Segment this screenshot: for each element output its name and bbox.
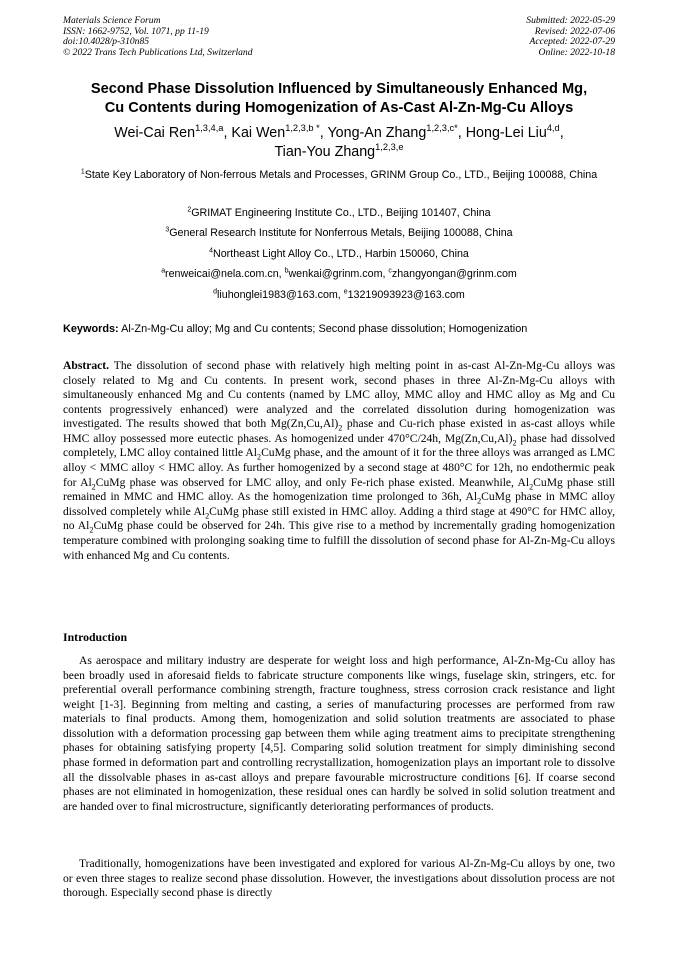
abstract-text: CuMg phase, and the amount of it for the three alloys was arranged as LMC alloy < MMC alloy < HMC alloy. As further homogenized by a second stage at 480°C for 12h, no endothermic peak for Al <box>63 446 615 489</box>
affiliation-4 <box>63 247 615 261</box>
email-link[interactable]: liuhonglei1983@163.com, <box>217 289 344 301</box>
subscript: 2 <box>338 423 343 433</box>
author-name: Kai Wen <box>231 125 286 141</box>
subscript: 2 <box>512 438 517 448</box>
subscript: 2 <box>91 481 96 491</box>
abstract-text: CuMg phase still existed in HMC alloy. Adding a third stage at 490°C for HMC alloy, no Al <box>63 504 615 533</box>
email-link[interactable]: renweicai@nela.com.cn, <box>165 268 285 280</box>
author-affil-sup: 1,2,3,c* <box>426 123 458 134</box>
email-line-2 <box>63 288 615 302</box>
abstract-label: Abstract. <box>63 359 110 372</box>
author-affil-sup: 1,3,4,a <box>195 123 224 134</box>
affiliation-text: GRIMAT Engineering Institute Co., LTD., Beijing 101407, China <box>191 207 491 219</box>
abstract-text: CuMg phase in MMC alloy dissolved completely while Al <box>63 490 615 518</box>
affiliation-1 <box>63 168 615 182</box>
keywords-text: Al-Zn-Mg-Cu alloy; Mg and Cu contents; Second phase dissolution; Homogenization <box>121 323 528 335</box>
subscript: 2 <box>257 452 262 462</box>
abstract-text: The dissolution of second phase with relatively high melting point in as-cast Al-Zn-Mg-Cu alloys was closely related to Mg and Cu contents. In present work, second phases in three Al-Zn-Mg-Cu alloys with simultaneously enhanced Mg and Cu contents (named by LMC alloy, MMC alloy and HMC alloy as Mg and Cu contents progressively enhanced) were analyzed and the correlated dissolution during homogenization was investigated. The results showed that both Mg(Zn,Cu,Al) <box>63 359 615 431</box>
issn-line: ISSN: 1662-9752, Vol. 1071, pp 11-19 <box>63 25 209 37</box>
abstract-text: phase and Cu-rich phase existed in as-cast alloys while HMC alloy possessed more eutectic phases. As homogenized under 470°C/24h, Mg(Zn,Cu,Al) <box>63 417 615 445</box>
intro-paragraph-1: As aerospace and military industry are desperate for weight loss and high performance, Al-Zn-Mg-Cu alloy has been broadly used in aforesaid fields to fabricate structure components like wings, fuselage skin, stringers, etc. for preferential overall performance combining strength, fracture toughness, stress corrosion crack resistance and light weight [1-3]. Beginning from melting and casting, a series of manufacturing processes are performed from raw materials to final products. Among them, homogenization and solid solution treatments are associated to phase dissolution with a deformation processing gap between them while aging treatment aims to precipitate strengthening phases for obtaining satisfying property [4,5]. Comparing solid solution treatment for simply diminishing second phase formed in deformation part and controlling recrystallization, homogenization plays an important role to dissolve all the dissolvable phases in as-cast alloys and prepare favourable microstructure conditions [6]. If coarse second phases are not eliminated in homogenization, these residual ones can hardly be solved in solid solution treatment and are handed over to final microstructure, significantly deteriorating performances of products. <box>63 654 615 813</box>
keywords <box>63 322 618 336</box>
abstract <box>63 359 615 563</box>
email-sup: d <box>213 288 218 296</box>
email-link[interactable]: wenkai@grinm.com, <box>288 268 389 280</box>
subscript: 2 <box>205 511 210 521</box>
email-line-1 <box>63 267 615 281</box>
email-sup: b <box>284 267 289 275</box>
author-name: Hong-Lei Liu <box>465 125 547 141</box>
affiliation-3 <box>63 226 615 240</box>
journal-info <box>63 16 253 58</box>
subscript: 2 <box>529 481 534 491</box>
title-line-1: Second Phase Dissolution Influenced by Simultaneously Enhanced Mg, <box>90 81 588 97</box>
affiliation-number: 2 <box>187 206 192 214</box>
affiliation-text: General Research Institute for Nonferrous Metals, Beijing 100088, China <box>169 227 513 239</box>
author-affil-sup: 1,2,3,b * <box>285 123 320 134</box>
abstract-text: phase had dissolved completely, LMC alloy contained little Al <box>63 431 615 460</box>
doi-line[interactable]: doi:10.4028/p-310n85 <box>63 36 150 48</box>
journal-name: Materials Science Forum <box>63 15 161 26</box>
intro-paragraph-2: Traditionally, homogenizations have been investigated and explored for various Al-Zn-Mg-Cu alloys by one, two or even three stages to realize second phase dissolution. However, the investigations about dissolution process are not thorough. Especially second phase is directly <box>63 857 615 900</box>
subscript: 2 <box>477 496 482 506</box>
affiliation-text: Northeast Light Alloy Co., LTD., Harbin 150060, China <box>213 248 469 260</box>
section-heading-introduction: Introduction <box>63 630 128 644</box>
author-affil-sup: 4,d <box>546 123 560 134</box>
abstract-text: CuMg phase could be observed for 24h. This give rise to a method by incrementally grading homogenization temperature combined with prolonging soaking time to fulfill the dissolution of second phase for Al-Zn-Mg-Cu alloys with enhanced Mg and Cu contents. <box>63 519 615 562</box>
online-date: Online: 2022-10-18 <box>538 46 615 58</box>
email-sup: c <box>388 267 392 275</box>
subscript: 2 <box>89 525 94 535</box>
submission-dates <box>526 16 615 58</box>
author-name: Tian-You Zhang <box>274 143 376 160</box>
author-affil-sup: 1,2,3,e <box>375 141 404 152</box>
affiliation-number: 1 <box>80 168 85 176</box>
affiliation-number: 3 <box>165 226 170 234</box>
accepted-date: Accepted: 2022-07-29 <box>529 36 615 48</box>
affiliation-text: State Key Laboratory of Non-ferrous Metals and Processes, GRINM Group Co., LTD., Beijing 100088, China <box>84 169 598 181</box>
paper-title <box>50 80 628 117</box>
author-list <box>50 124 628 161</box>
email-link[interactable]: 13219093923@163.com <box>347 289 465 301</box>
author-line-1: Wei-Cai Ren$^{1,3,4,a}$, Kai Wen$^{1,2,3,b *}$, Yong-An Zhang$^{1,2,3,c*}$, Hong-Lei Liu$^{4,d}$, <box>114 123 564 141</box>
copyright-line: © 2022 Trans Tech Publications Ltd, Switzerland <box>63 46 253 58</box>
abstract-text: CuMg phase was observed for LMC alloy, and only Fe-rich phase existed. Meanwhile, Al <box>95 475 530 489</box>
author-line-2 <box>50 143 628 162</box>
keywords-label: Keywords: <box>63 323 119 335</box>
submitted-date: Submitted: 2022-05-29 <box>526 15 615 26</box>
title-line-2: Cu Contents during Homogenization of As-Cast Al-Zn-Mg-Cu Alloys <box>104 99 574 116</box>
email-sup: a <box>161 267 166 275</box>
email-link[interactable]: zhangyongan@grinm.com <box>391 268 517 280</box>
affiliation-number: 4 <box>209 247 213 255</box>
affiliation-2 <box>63 206 615 220</box>
email-sup: e <box>343 288 348 296</box>
author-name: Wei-Cai Ren <box>114 125 196 141</box>
revised-date: Revised: 2022-07-06 <box>534 25 615 37</box>
abstract-text: CuMg phase still remained in MMC and HMC alloy. As the homogenization time prolonged to 36h, Al <box>63 475 615 504</box>
author-name: Yong-An Zhang <box>327 125 427 141</box>
